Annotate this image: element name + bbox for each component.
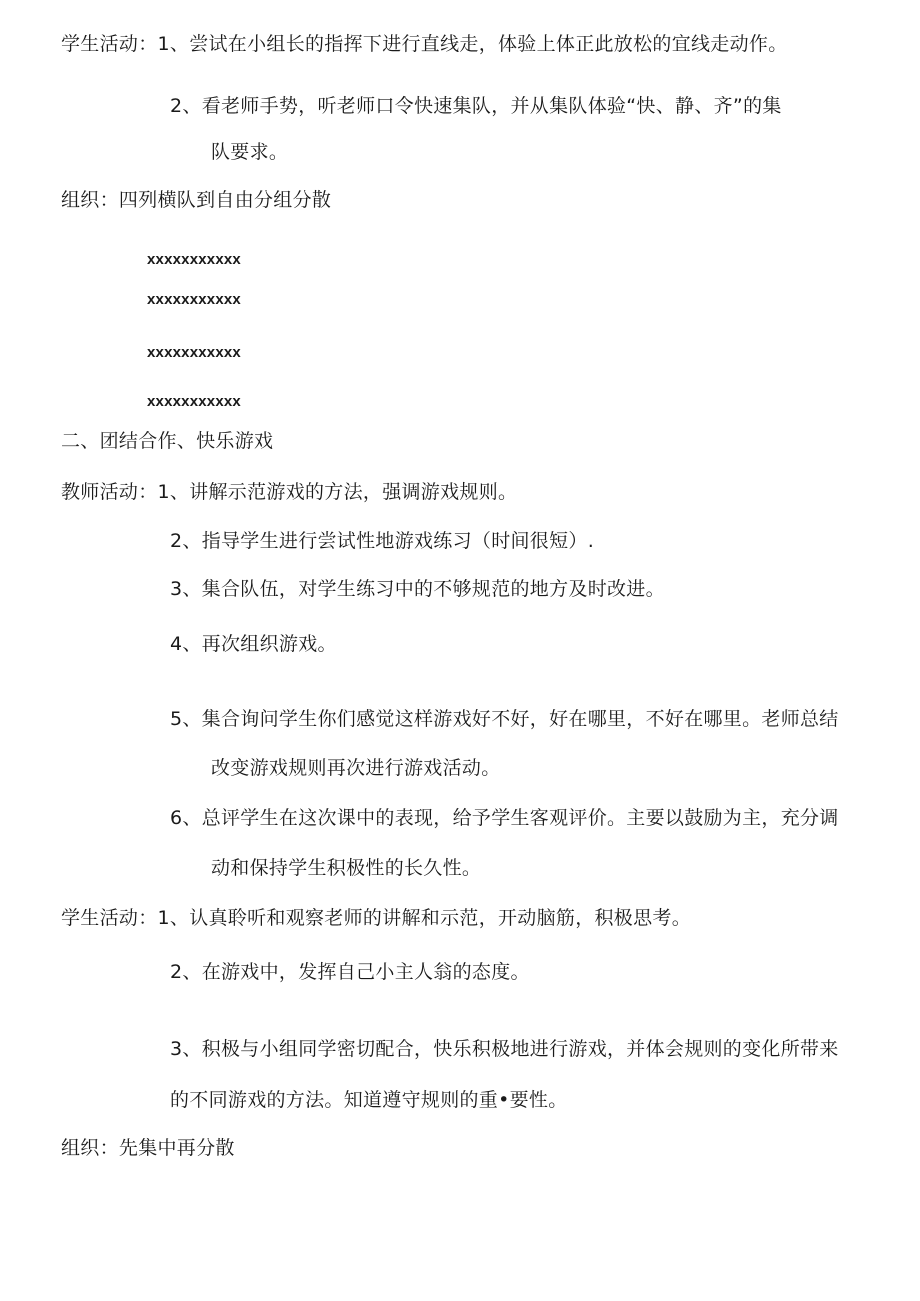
student-activity-b1-line: 学生活动：1、认真聆听和观察老师的讲解和示范，开动脑筋，积极思考。 — [61, 907, 691, 929]
teacher-activity-4-line: 4、再次组织游戏。 — [170, 633, 337, 655]
student-activity-b3-cont-line: 的不同游戏的方法。知道遵守规则的重•要性。 — [170, 1089, 568, 1111]
formation-row-1: xxxxxxxxxxx — [147, 251, 241, 268]
teacher-activity-3-line: 3、集合队伍，对学生练习中的不够规范的地方及时改进。 — [170, 578, 665, 600]
student-activity-2-line: 2、看老师手势，听老师口令快速集队，并从集队体验“快、静、齐”的集 — [170, 95, 782, 117]
formation-row-4: xxxxxxxxxxx — [147, 393, 241, 410]
organization-line-2: 组织：先集中再分散 — [61, 1137, 235, 1159]
teacher-activity-6-line: 6、总评学生在这次课中的表现，给予学生客观评价。主要以鼓励为主，充分调 — [170, 807, 839, 829]
formation-row-3: xxxxxxxxxxx — [147, 344, 241, 361]
formation-row-2: xxxxxxxxxxx — [147, 291, 241, 308]
student-activity-2-cont-line: 队要求。 — [211, 141, 289, 163]
teacher-activity-1-line: 教师活动：1、讲解示范游戏的方法，强调游戏规则。 — [61, 481, 518, 503]
organization-line-1: 组织：四列横队到自由分组分散 — [61, 189, 332, 211]
section-heading-2: 二、团结合作、快乐游戏 — [61, 430, 274, 452]
teacher-activity-5-line: 5、集合询问学生你们感觉这样游戏好不好，好在哪里，不好在哪里。老师总结 — [170, 708, 839, 730]
student-activity-b2-line: 2、在游戏中，发挥自己小主人翁的态度。 — [170, 961, 530, 983]
teacher-activity-2-line: 2、指导学生进行尝试性地游戏练习（时间很短）. — [170, 530, 595, 552]
teacher-activity-5-cont-line: 改变游戏规则再次进行游戏活动。 — [211, 757, 501, 779]
student-activity-b3-line: 3、积极与小组同学密切配合，快乐积极地进行游戏，并体会规则的变化所带来 — [170, 1038, 839, 1060]
student-activity-1-line: 学生活动：1、尝试在小组长的指挥下进行直线走，体验上体正此放松的宜线走动作。 — [61, 33, 788, 55]
teacher-activity-6-cont-line: 动和保持学生积极性的长久性。 — [211, 857, 482, 879]
